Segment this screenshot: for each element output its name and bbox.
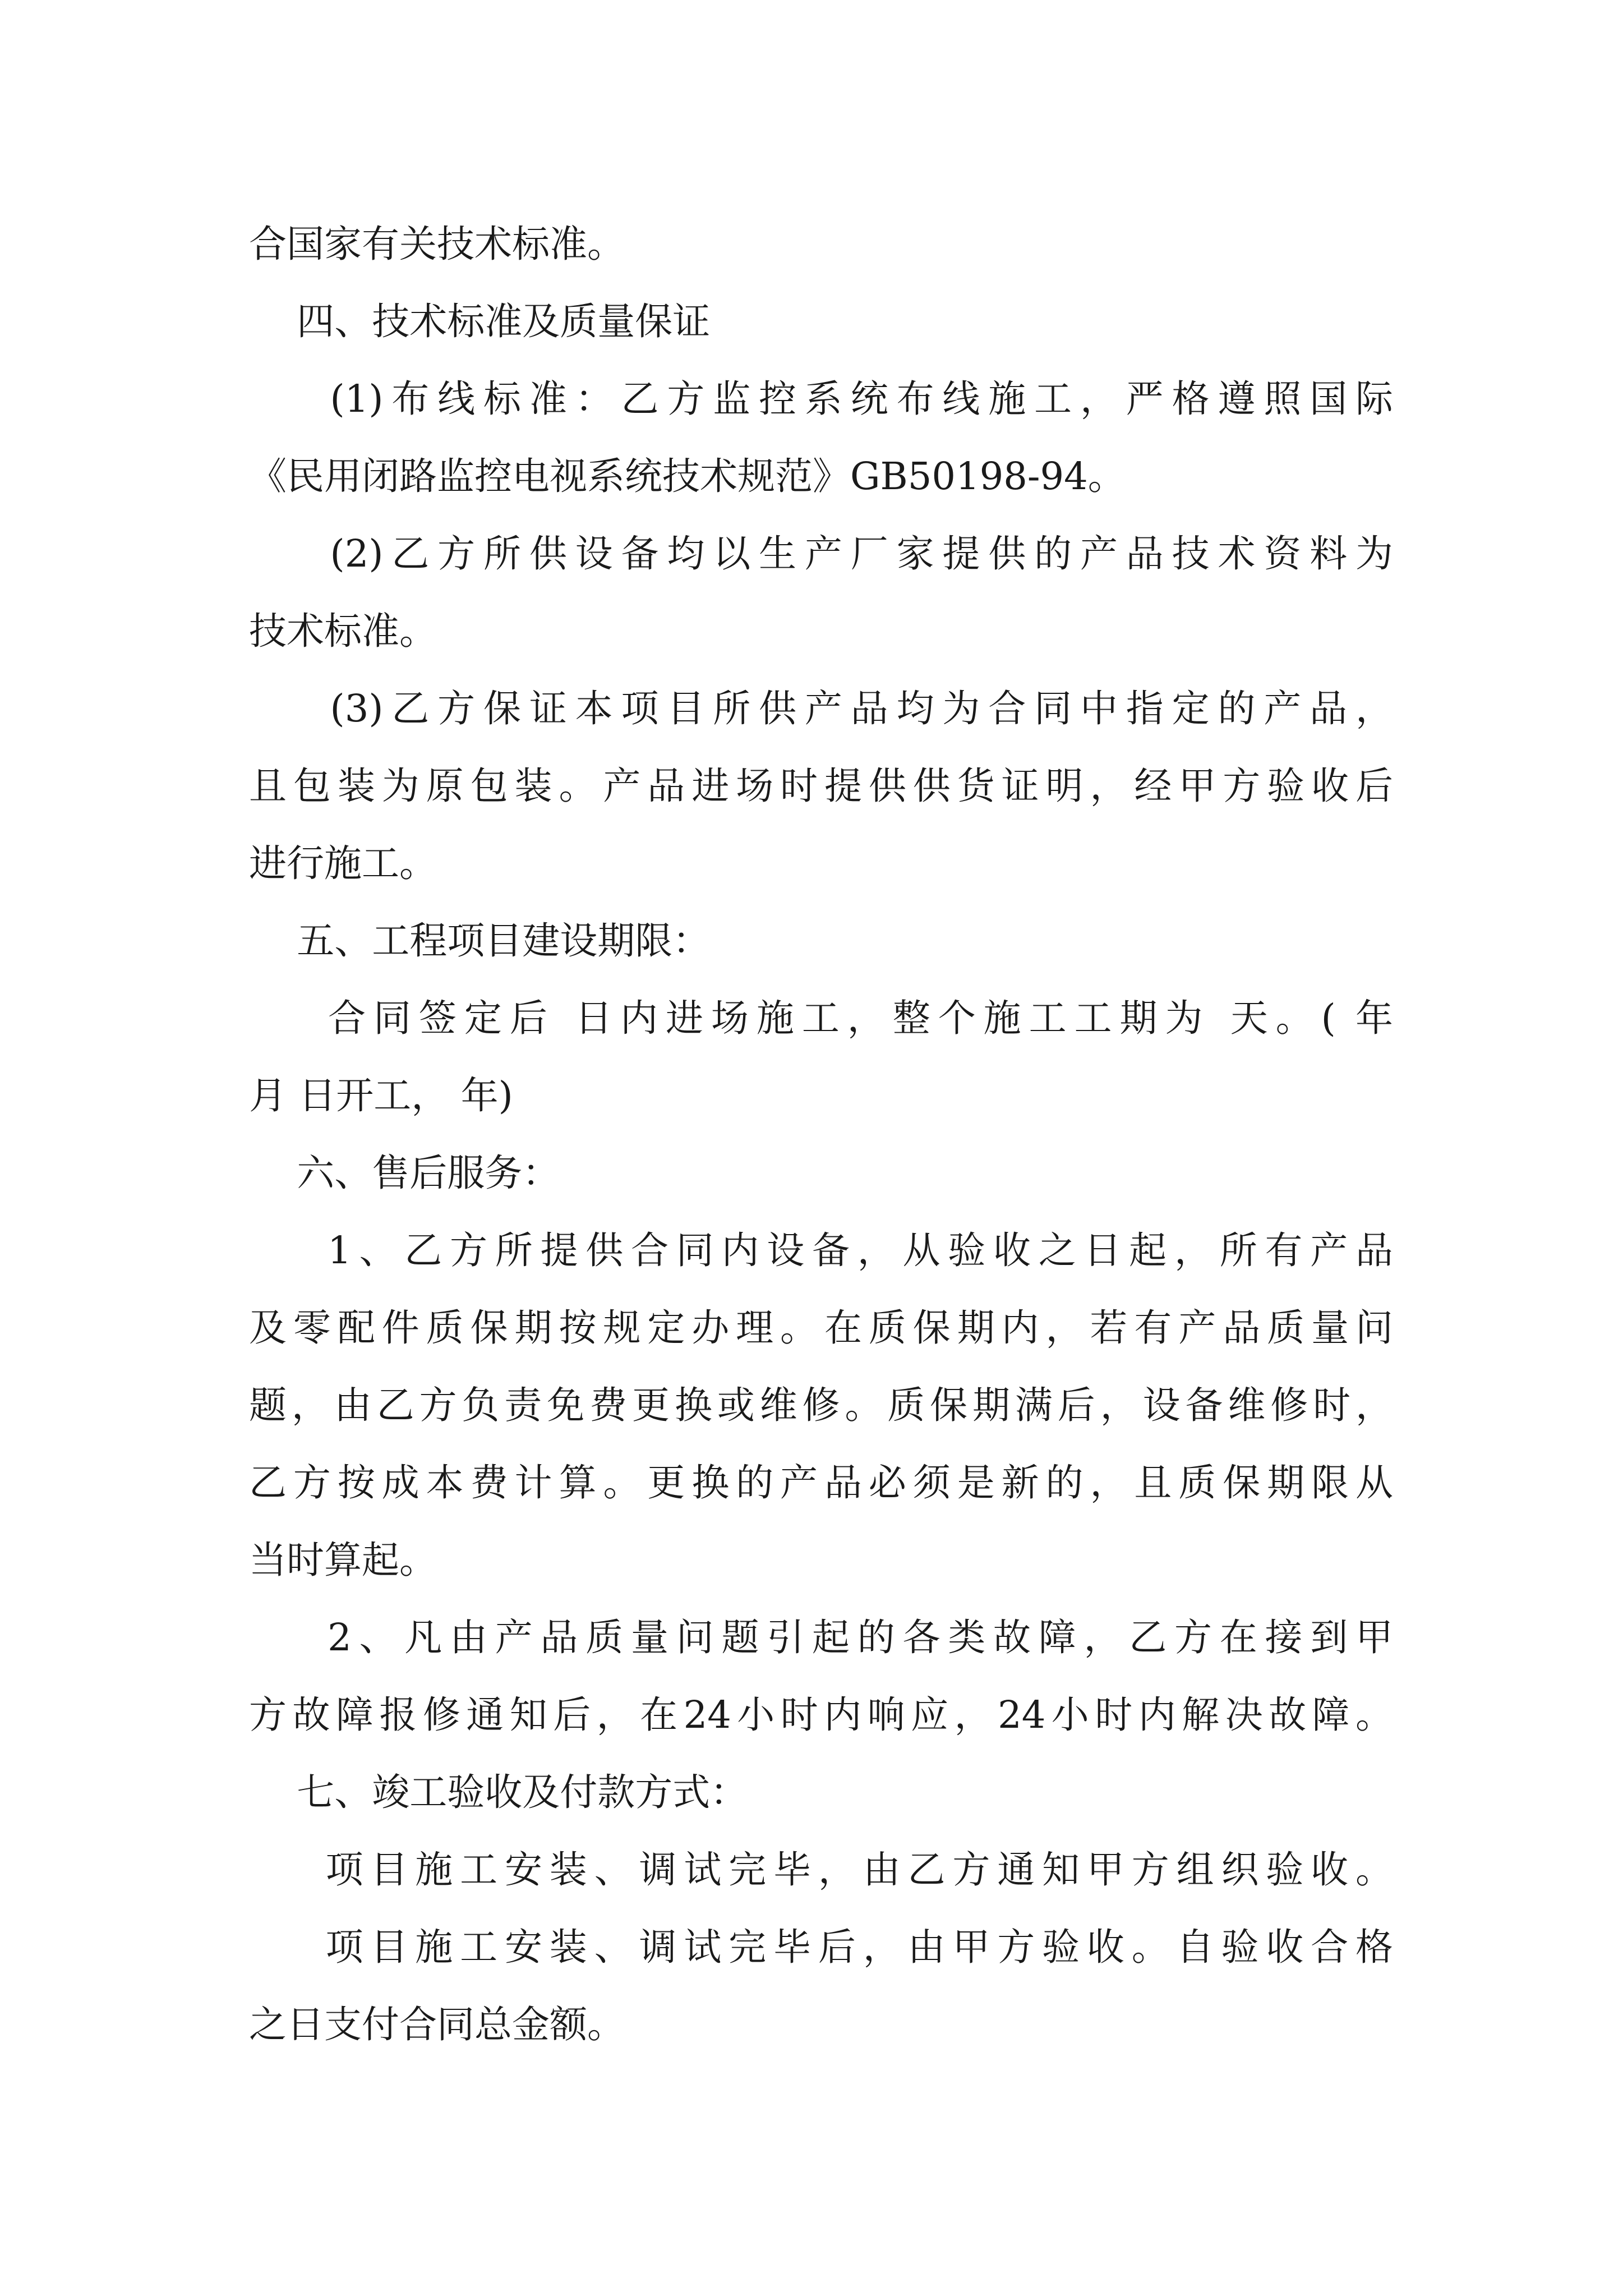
text-line: 《民用闭路监控电视系统技术规范》GB50198-94。 <box>249 454 1126 498</box>
text-line: 当时算起。 <box>249 1538 437 1582</box>
text-line: 1、乙方所提供合同内设备，从验收之日起，所有产品 <box>249 1228 1393 1272</box>
text-line: 题，由乙方负责免费更换或维修。质保期满后，设备维修时， <box>249 1383 1393 1427</box>
text-line: 合国家有关技术标准。 <box>249 222 625 266</box>
text-line: 月 日开工， 年) <box>249 1074 513 1117</box>
text-line: 项目施工安装、调试完毕，由乙方通知甲方组织验收。 <box>249 1848 1393 1892</box>
text-line: (2)乙方所供设备均以生产厂家提供的产品技术资料为 <box>249 532 1393 576</box>
section-heading: 七、竣工验收及付款方式： <box>249 1770 748 1814</box>
text-line: (1)布线标准：乙方监控系统布线施工，严格遵照国际 <box>249 377 1393 421</box>
text-line: 之日支付合同总金额。 <box>249 2003 625 2046</box>
section-heading: 六、售后服务： <box>249 1151 560 1195</box>
text-line: 方故障报修通知后，在24小时内响应，24小时内解决故障。 <box>249 1693 1393 1737</box>
section-heading: 五、工程项目建设期限： <box>249 919 711 963</box>
text-line: 合同签定后 日内进场施工，整个施工工期为 天。( 年 <box>249 996 1393 1040</box>
text-line: 且包装为原包装。产品进场时提供供货证明，经甲方验收后 <box>249 764 1393 808</box>
text-line: 进行施工。 <box>249 841 437 885</box>
text-line: (3)乙方保证本项目所供产品均为合同中指定的产品， <box>249 687 1393 730</box>
text-line: 技术标准。 <box>249 609 437 653</box>
text-line: 项目施工安装、调试完毕后，由甲方验收。自验收合格 <box>249 1925 1393 1969</box>
section-heading: 四、技术标准及质量保证 <box>249 300 711 343</box>
text-line: 及零配件质保期按规定办理。在质保期内，若有产品质量问 <box>249 1306 1393 1350</box>
text-line: 乙方按成本费计算。更换的产品必须是新的，且质保期限从 <box>249 1461 1393 1504</box>
text-line: 2、凡由产品质量问题引起的各类故障，乙方在接到甲 <box>249 1616 1393 1659</box>
